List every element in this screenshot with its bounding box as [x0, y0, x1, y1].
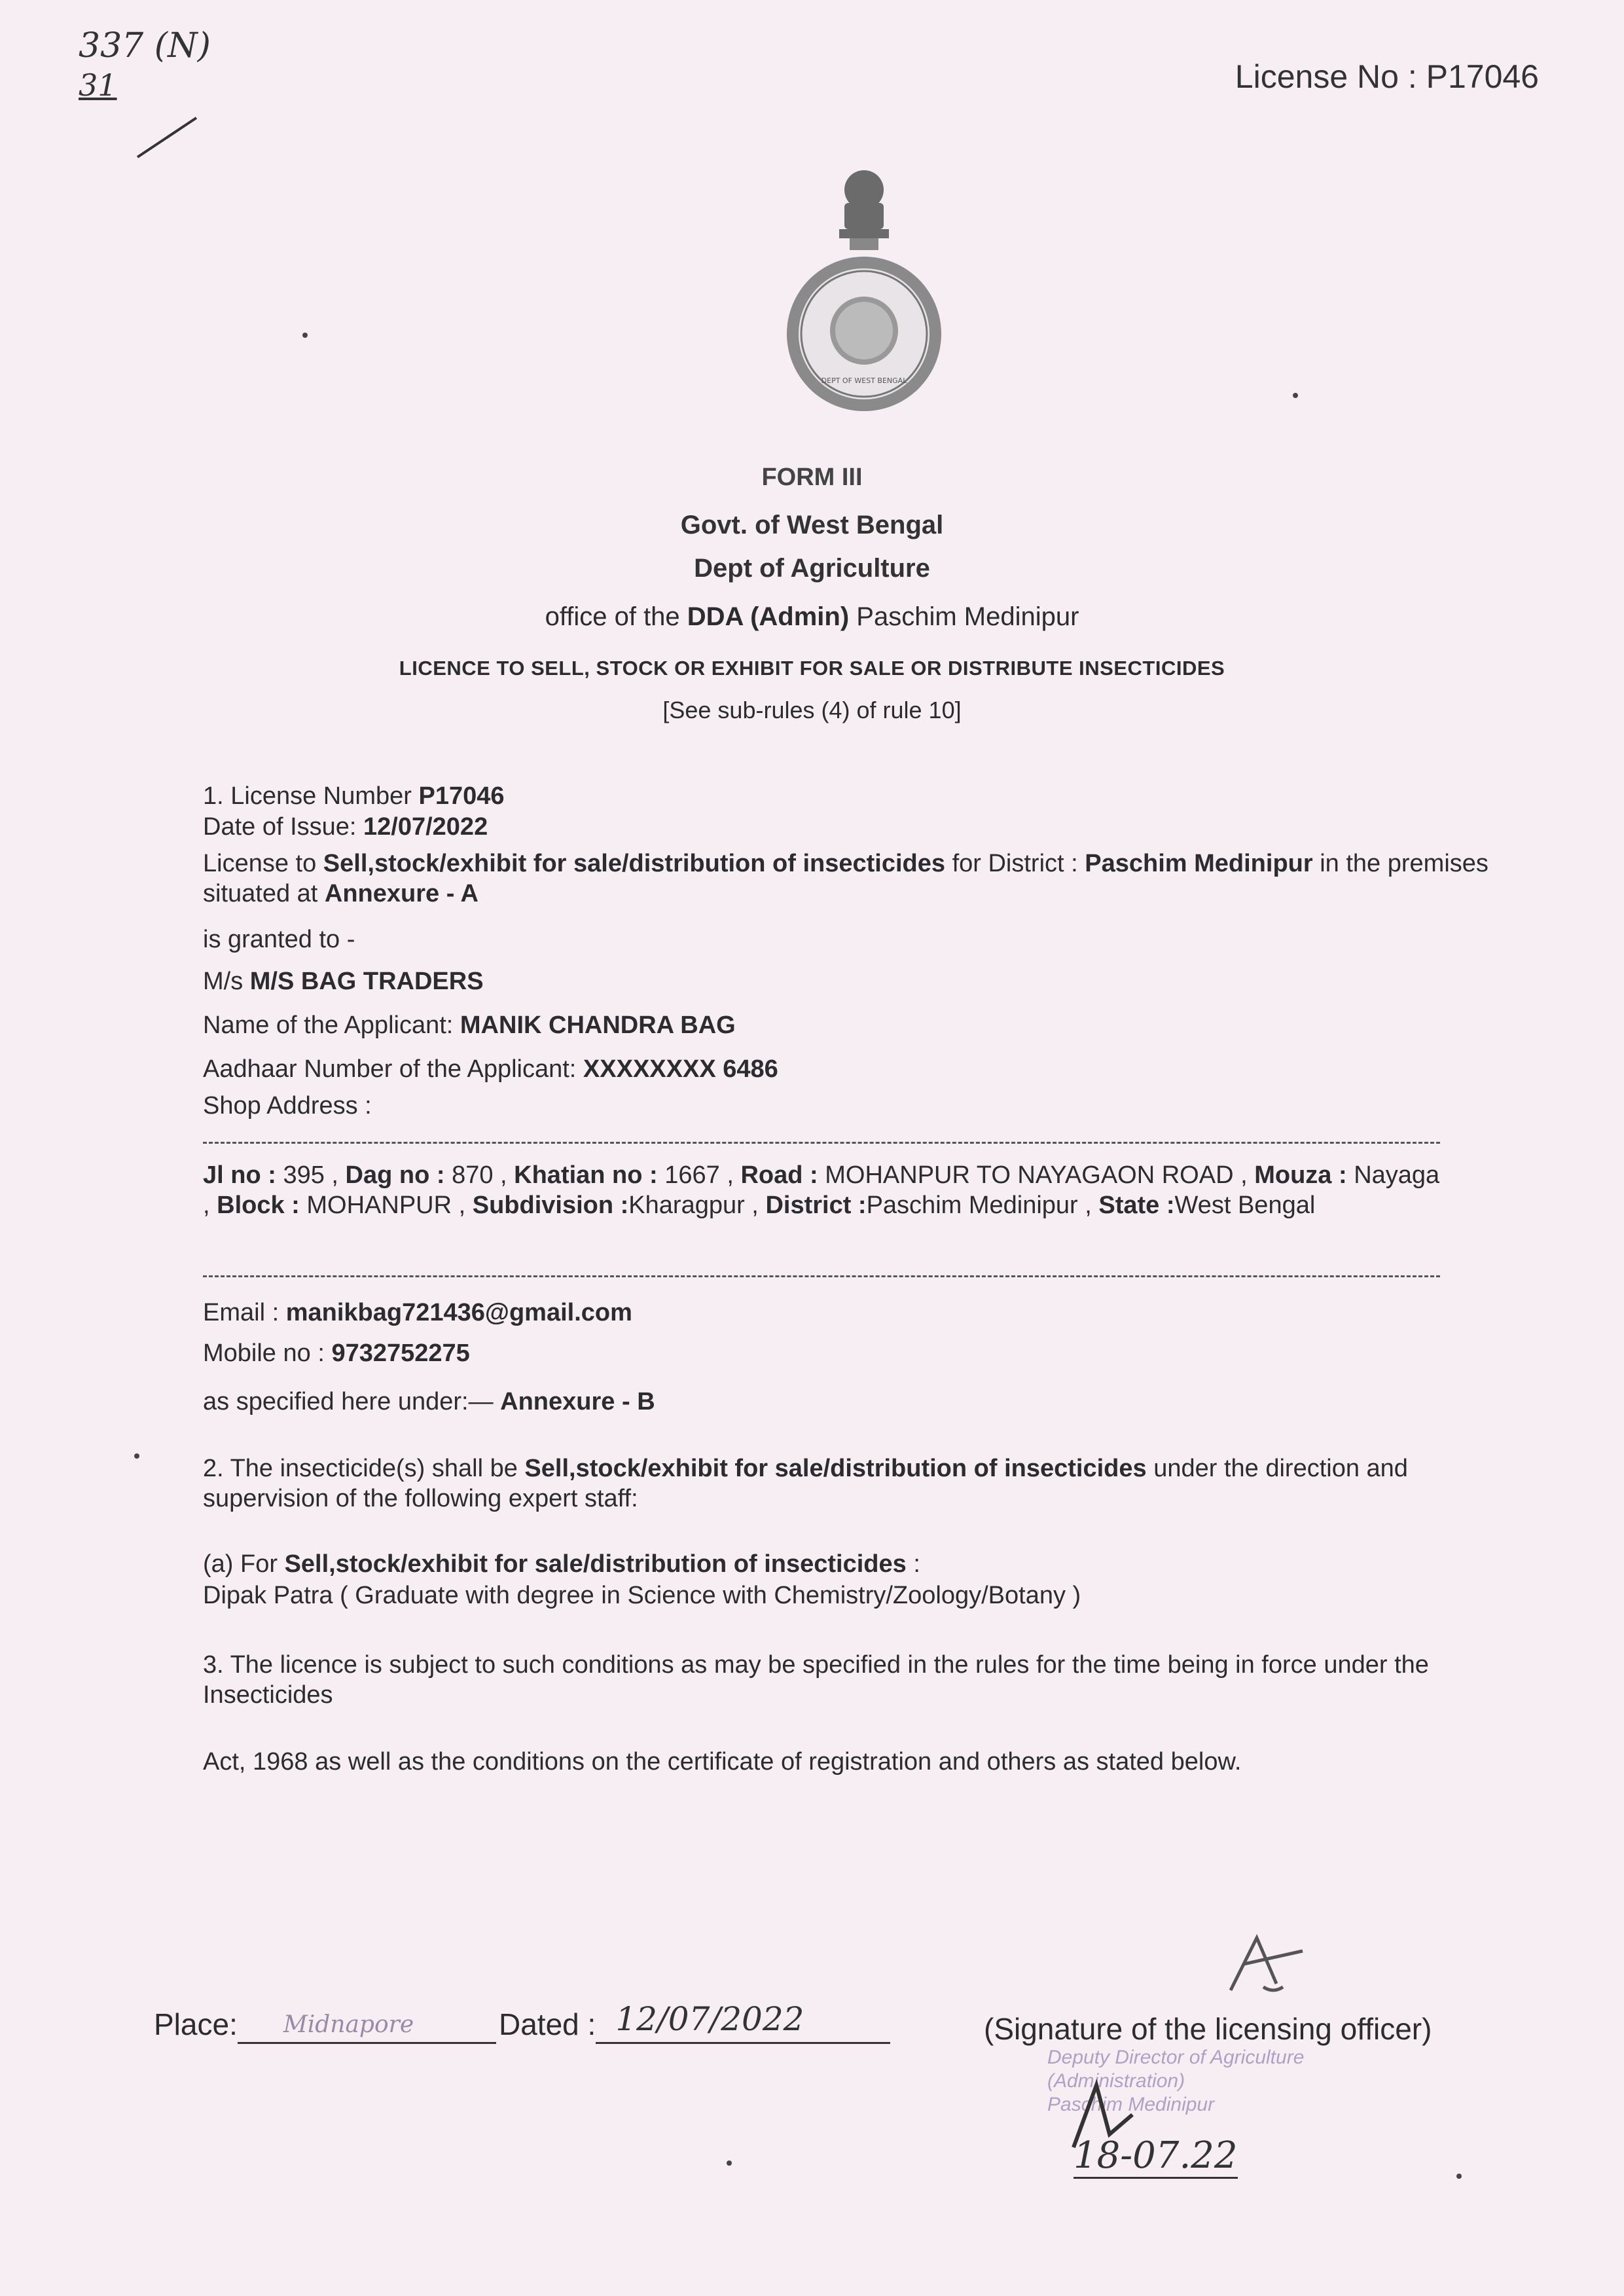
place-field: Place: Midnapore — [154, 2007, 496, 2044]
scan-speck — [1456, 2174, 1462, 2179]
granted-to-line: is granted to - — [203, 926, 355, 953]
scan-speck — [134, 1453, 139, 1459]
applicant-name-line: Name of the Applicant: MANIK CHANDRA BAG — [203, 1011, 736, 1039]
shop-address-label: Shop Address : — [203, 1092, 372, 1120]
date-of-issue-line: Date of Issue: 12/07/2022 — [203, 813, 488, 841]
lion-capital-icon — [839, 170, 889, 250]
specified-line: as specified here under:— Annexure - B — [203, 1388, 655, 1415]
license-number-top: License No : P17046 — [1235, 58, 1539, 95]
signed-date: 18-07.22 — [1074, 2134, 1238, 2177]
seal-icon — [787, 257, 941, 411]
govt-title: Govt. of West Bengal — [680, 511, 944, 539]
scan-speck — [727, 2160, 732, 2166]
handwritten-reference-note — [79, 26, 211, 105]
firm-name-line: M/s M/S BAG TRADERS — [203, 968, 484, 995]
officer-stamp: Deputy Director of Agriculture (Administration) Paschim Medinipur — [1047, 2047, 1305, 2115]
expert-staff-line: Dipak Patra ( Graduate with degree in Science with Chemistry/Zoology/Botany ) — [203, 1582, 1081, 1609]
west-bengal-emblem — [779, 164, 949, 426]
email-line: Email : manikbag721436@gmail.com — [203, 1299, 632, 1326]
shop-address-block: Jl no : 395 , Dag no : 870 , Khatian no : 1667 , Road : MOHANPUR TO NAYAGAON ROAD , Mouza : Nayaga , Block : MOHANPUR , Subdivision :Kharagpur , District :Paschim Medinipur , State :West Bengal — [203, 1161, 1440, 1219]
section-2a-line: (a) For Sell,stock/exhibit for sale/distribution of insecticides : — [203, 1550, 920, 1578]
license-number-line: 1. License Number P17046 — [203, 782, 505, 810]
aadhaar-line: Aadhaar Number of the Applicant: XXXXXXXX 6486 — [203, 1055, 778, 1083]
officer-initials-icon — [1218, 1925, 1322, 2003]
address-divider-bottom — [203, 1275, 1440, 1277]
place-value: Midnapore — [283, 2011, 414, 2038]
section-2-paragraph: 2. The insecticide(s) shall be Sell,stock/exhibit for sale/distribution of insecticides under the direction and supervision of the following expert staff: — [203, 1455, 1408, 1512]
office-line: office of the DDA (Admin) Paschim Medinipur — [545, 602, 1079, 631]
dated-value: 12/07/2022 — [615, 2000, 804, 2038]
note-denominator: 31 — [79, 67, 117, 103]
license-scope-paragraph: License to Sell,stock/exhibit for sale/distribution of insecticides for District : Paschim Medinipur in the premises situated at Annexure - A — [203, 850, 1489, 907]
licence-heading: LICENCE TO SELL, STOCK OR EXHIBIT FOR SALE OR DISTRIBUTE INSECTICIDES — [399, 657, 1225, 680]
rule-reference: [See sub-rules (4) of rule 10] — [662, 697, 962, 723]
address-divider-top — [203, 1142, 1440, 1144]
svg-text:DEPT OF WEST BENGAL: DEPT OF WEST BENGAL — [821, 376, 907, 385]
dept-title: Dept of Agriculture — [694, 554, 930, 583]
note-numerator: 337 (N) — [79, 26, 211, 65]
mobile-line: Mobile no : 9732752275 — [203, 1339, 470, 1367]
form-title: FORM III — [761, 464, 863, 491]
act-paragraph: Act, 1968 as well as the conditions on the certificate of registration and others as stated below. — [203, 1748, 1242, 1776]
scan-speck — [302, 333, 308, 338]
signature-label: (Signature of the licensing officer) — [984, 2012, 1432, 2046]
dated-field: Dated : 12/07/2022 — [499, 2007, 890, 2044]
section-3-paragraph: 3. The licence is subject to such conditions as may be specified in the rules for the time being in force under the Insecticides — [203, 1651, 1429, 1709]
handwritten-stroke — [131, 111, 203, 164]
scan-speck — [1293, 393, 1298, 398]
